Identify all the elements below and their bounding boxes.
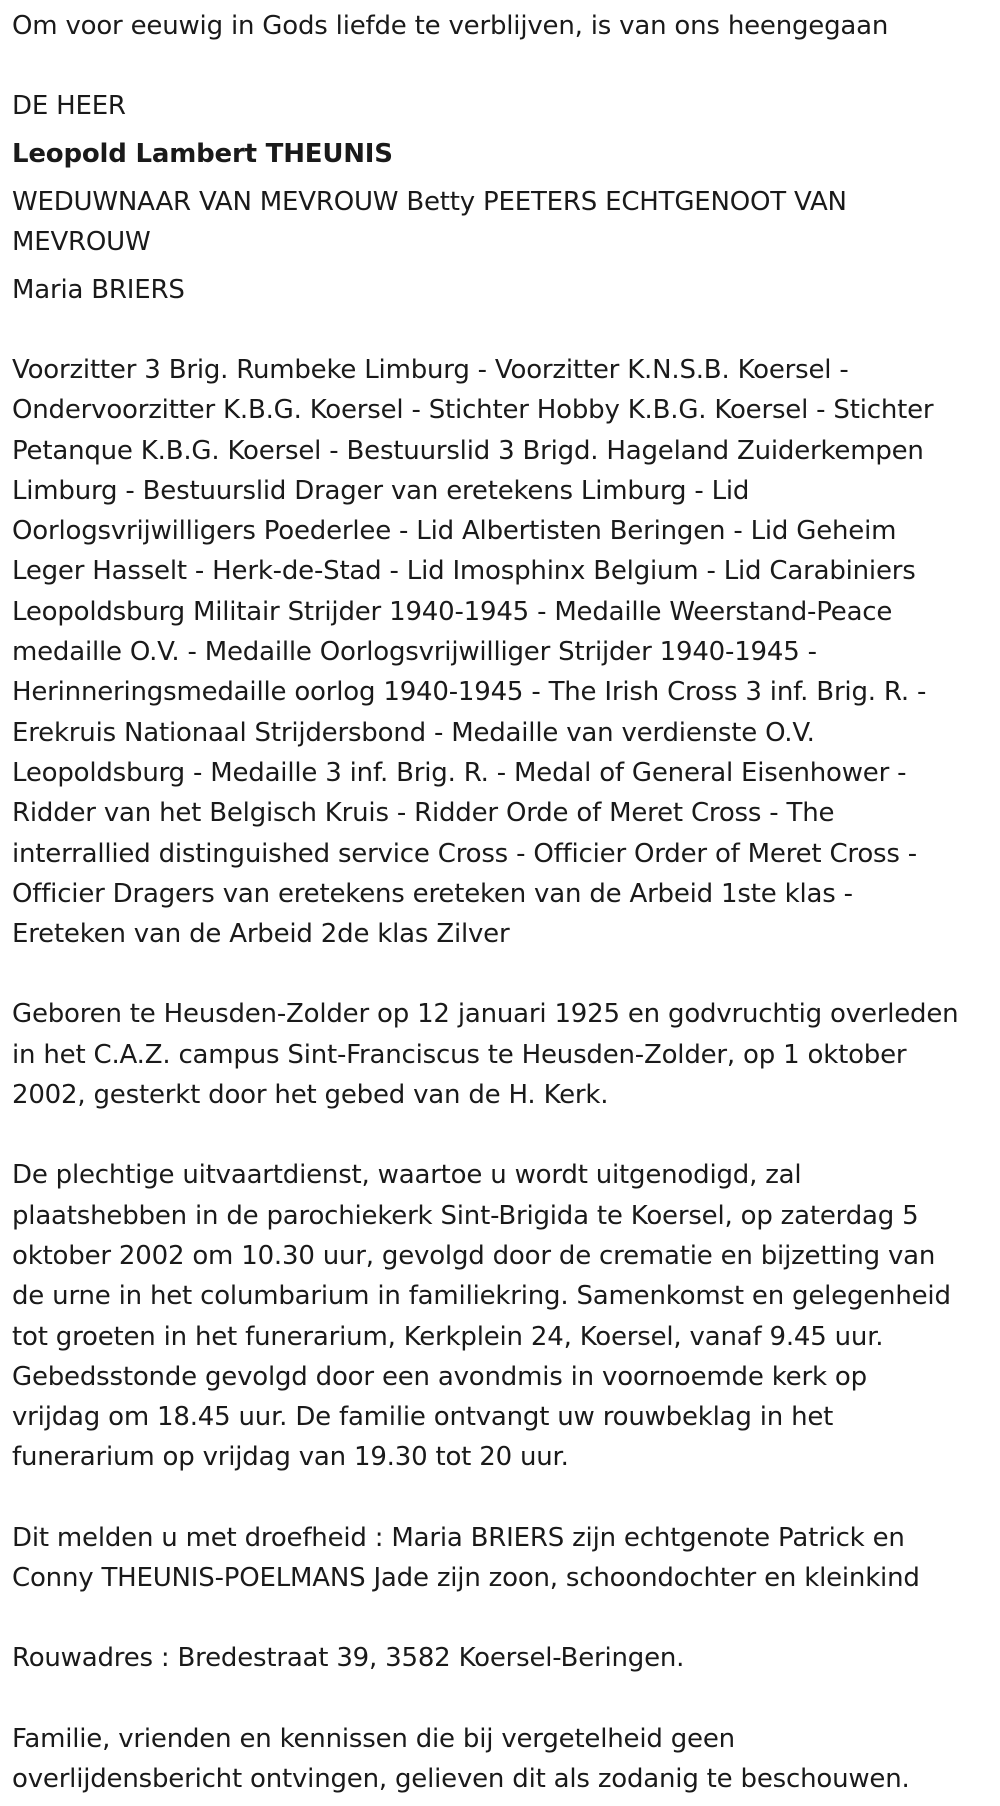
relation-text bbox=[12, 182, 992, 262]
titles-line: Ridder van het Belgisch Kruis - Ridder Orde of Meret Cross - The bbox=[12, 798, 835, 829]
titles-line: Oorlogsvrijwilligers Poederlee - Lid Albertisten Beringen - Lid Geheim bbox=[12, 516, 897, 547]
titles-line: Herinneringsmedaille oorlog 1940-1945 - The Irish Cross 3 inf. Brig. R. - bbox=[12, 677, 927, 708]
birth-line: Geboren te Heusden-Zolder op 12 januari 1925 en godvruchtig overleden bbox=[12, 999, 959, 1030]
address-line: Rouwadres : Bredestraat 39, 3582 Koersel-Beringen. bbox=[12, 1643, 685, 1674]
titles-line: Leopoldsburg Militair Strijder 1940-1945 - Medaille Weerstand-Peace bbox=[12, 596, 893, 627]
funeral-paragraph bbox=[12, 1155, 992, 1477]
closing-line: Familie, vrienden en kennissen die bij vergetelheid geen bbox=[12, 1723, 735, 1754]
funeral-line: De plechtige uitvaartdienst, waartoe u wordt uitgenodigd, zal bbox=[12, 1160, 802, 1191]
obituary-document bbox=[12, 0, 992, 1799]
funeral-line: plaatshebben in de parochiekerk Sint-Brigida te Koersel, op zaterdag 5 bbox=[12, 1200, 919, 1231]
titles-line: Ondervoorzitter K.B.G. Koersel - Stichter Hobby K.B.G. Koersel - Stichter bbox=[12, 395, 934, 426]
title-prefix bbox=[12, 86, 992, 126]
announcement-line: Dit melden u met droefheid : Maria BRIERS zijn echtgenote Patrick en bbox=[12, 1522, 905, 1553]
closing-line: overlijdensbericht ontvingen, gelieven dit als zodanig te beschouwen. bbox=[12, 1763, 910, 1794]
title-prefix-line: DE HEER bbox=[12, 91, 126, 121]
funeral-line: oktober 2002 om 10.30 uur, gevolgd door de crematie en bijzetting van bbox=[12, 1240, 936, 1271]
funeral-line: Gebedsstonde gevolgd door een avondmis in voornoemde kerk op bbox=[12, 1361, 867, 1392]
titles-line: Ereteken van de Arbeid 2de klas Zilver bbox=[12, 919, 510, 950]
birth-line: in het C.A.Z. campus Sint-Franciscus te Heusden-Zolder, op 1 oktober bbox=[12, 1039, 907, 1070]
funeral-line: vrijdag om 18.45 uur. De familie ontvangt uw rouwbeklag in het bbox=[12, 1402, 834, 1433]
birth-line: 2002, gesterkt door het gebed van de H. Kerk. bbox=[12, 1080, 609, 1111]
titles-line: interrallied distinguished service Cross - Officier Order of Meret Cross - bbox=[12, 838, 917, 869]
address-paragraph bbox=[12, 1638, 992, 1678]
deceased-name bbox=[12, 134, 992, 174]
funeral-line: tot groeten in het funerarium, Kerkplein 24, Koersel, vanaf 9.45 uur. bbox=[12, 1321, 884, 1352]
titles-paragraph bbox=[12, 350, 992, 954]
announcement-paragraph bbox=[12, 1518, 992, 1599]
titles-line: Petanque K.B.G. Koersel - Bestuurslid 3 Brigd. Hageland Zuiderkempen bbox=[12, 435, 924, 466]
relation-line: MEVROUW bbox=[12, 227, 151, 257]
funeral-line: funerarium op vrijdag van 19.30 tot 20 uur. bbox=[12, 1442, 569, 1473]
titles-line: Officier Dragers van eretekens ereteken van de Arbeid 1ste klas - bbox=[12, 878, 853, 909]
closing-paragraph bbox=[12, 1719, 992, 1800]
titles-line: Leger Hasselt - Herk-de-Stad - Lid Imosphinx Belgium - Lid Carabiniers bbox=[12, 556, 916, 587]
spouse-line: Maria BRIERS bbox=[12, 275, 185, 305]
announcement-line: Conny THEUNIS-POELMANS Jade zijn zoon, schoondochter en kleinkind bbox=[12, 1563, 920, 1594]
intro-line: Om voor eeuwig in Gods liefde te verblijven, is van ons heengegaan bbox=[12, 11, 889, 41]
relation-line: WEDUWNAAR VAN MEVROUW Betty PEETERS ECHTGENOOT VAN bbox=[12, 187, 847, 217]
birth-paragraph bbox=[12, 994, 992, 1115]
spouse-name bbox=[12, 270, 992, 310]
titles-line: Voorzitter 3 Brig. Rumbeke Limburg - Voorzitter K.N.S.B. Koersel - bbox=[12, 355, 849, 385]
titles-line: Limburg - Bestuurslid Drager van eretekens Limburg - Lid bbox=[12, 475, 750, 506]
titles-line: Leopoldsburg - Medaille 3 inf. Brig. R. - Medal of General Eisenhower - bbox=[12, 757, 907, 788]
intro-text bbox=[12, 0, 992, 46]
titles-line: Erekruis Nationaal Strijdersbond - Medaille van verdienste O.V. bbox=[12, 717, 815, 748]
deceased-name-line: Leopold Lambert THEUNIS bbox=[12, 139, 393, 169]
funeral-line: de urne in het columbarium in familiekring. Samenkomst en gelegenheid bbox=[12, 1281, 951, 1312]
titles-line: medaille O.V. - Medaille Oorlogsvrijwilliger Strijder 1940-1945 - bbox=[12, 637, 817, 668]
